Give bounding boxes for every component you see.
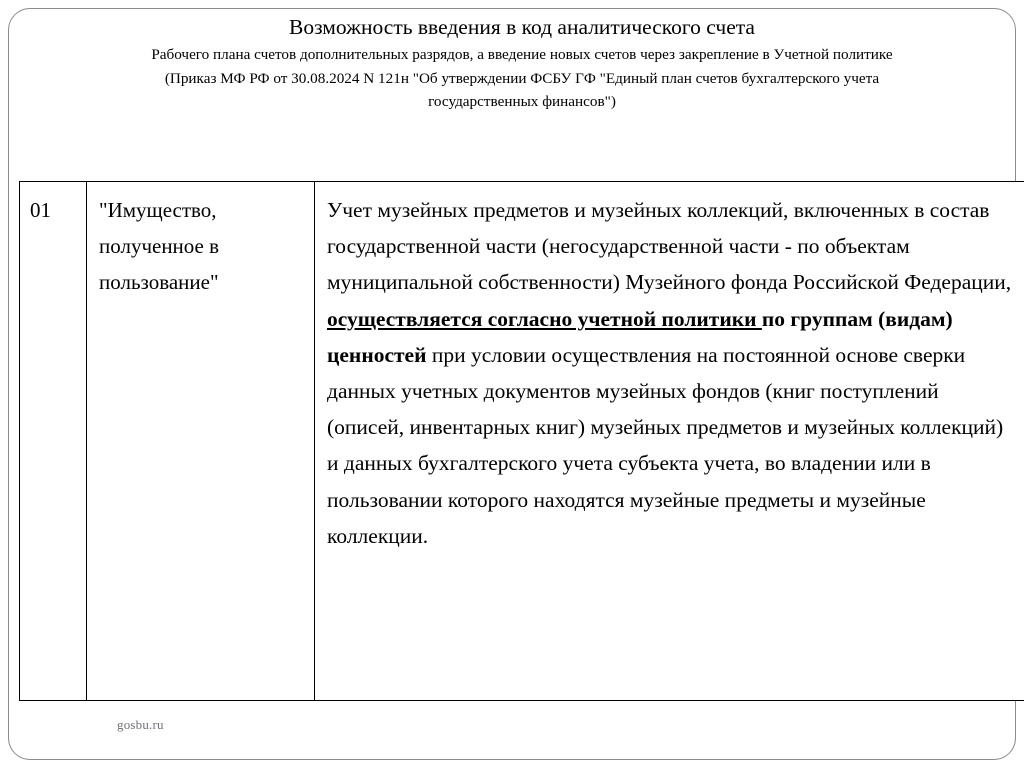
page-subtitle [27, 43, 1017, 114]
account-code: 01 [30, 198, 51, 222]
table-row [20, 182, 1024, 701]
subtitle-line-3: государственных финансов") [428, 93, 616, 110]
subtitle-line-2: (Приказ МФ РФ от 30.08.2024 N 121н "Об утверждении ФСБУ ГФ "Единый план счетов бухгалтерского учета [164, 69, 880, 87]
description-run-normal: при условии осуществления на постоянной основе сверки данных учетных документов музейных фондов (книг поступлений (описей, инвентарных книг) музейных предметов и музейных коллекций) и данных бухгалтерского учета субъекта учета, во владении или в пользовании которого находятся музейные предметы и музейные коллекции. [327, 342, 1004, 548]
description-run-bold-underline: осуществляется согласно учетной политики [327, 306, 762, 331]
slide-frame [8, 8, 1016, 760]
subtitle-line-1: Рабочего плана счетов дополнительных разрядов, а введение новых счетов через закрепление в Учетной политике [151, 46, 893, 63]
accounts-table-body [20, 182, 1024, 701]
page-title: Возможность введения в код аналитического счета [289, 15, 755, 39]
accounts-table [19, 181, 1024, 701]
table-cell-name [87, 182, 315, 701]
description-run-normal: Учет музейных предметов и музейных коллекций, включенных в состав государственной части (негосударственной части - по объектам муниципальной собственности) Музейного фонда Российской Федерации, [327, 198, 1012, 295]
heading-block [27, 13, 1017, 114]
account-name: "Имущество, полученное в пользование" [99, 198, 220, 294]
table-cell-description [315, 182, 1024, 701]
account-description [315, 182, 1024, 700]
watermark: gosbu.ru [117, 717, 164, 732]
table-cell-code [20, 182, 87, 701]
description-run-bold: по группам (видам) ценностей [327, 306, 953, 367]
